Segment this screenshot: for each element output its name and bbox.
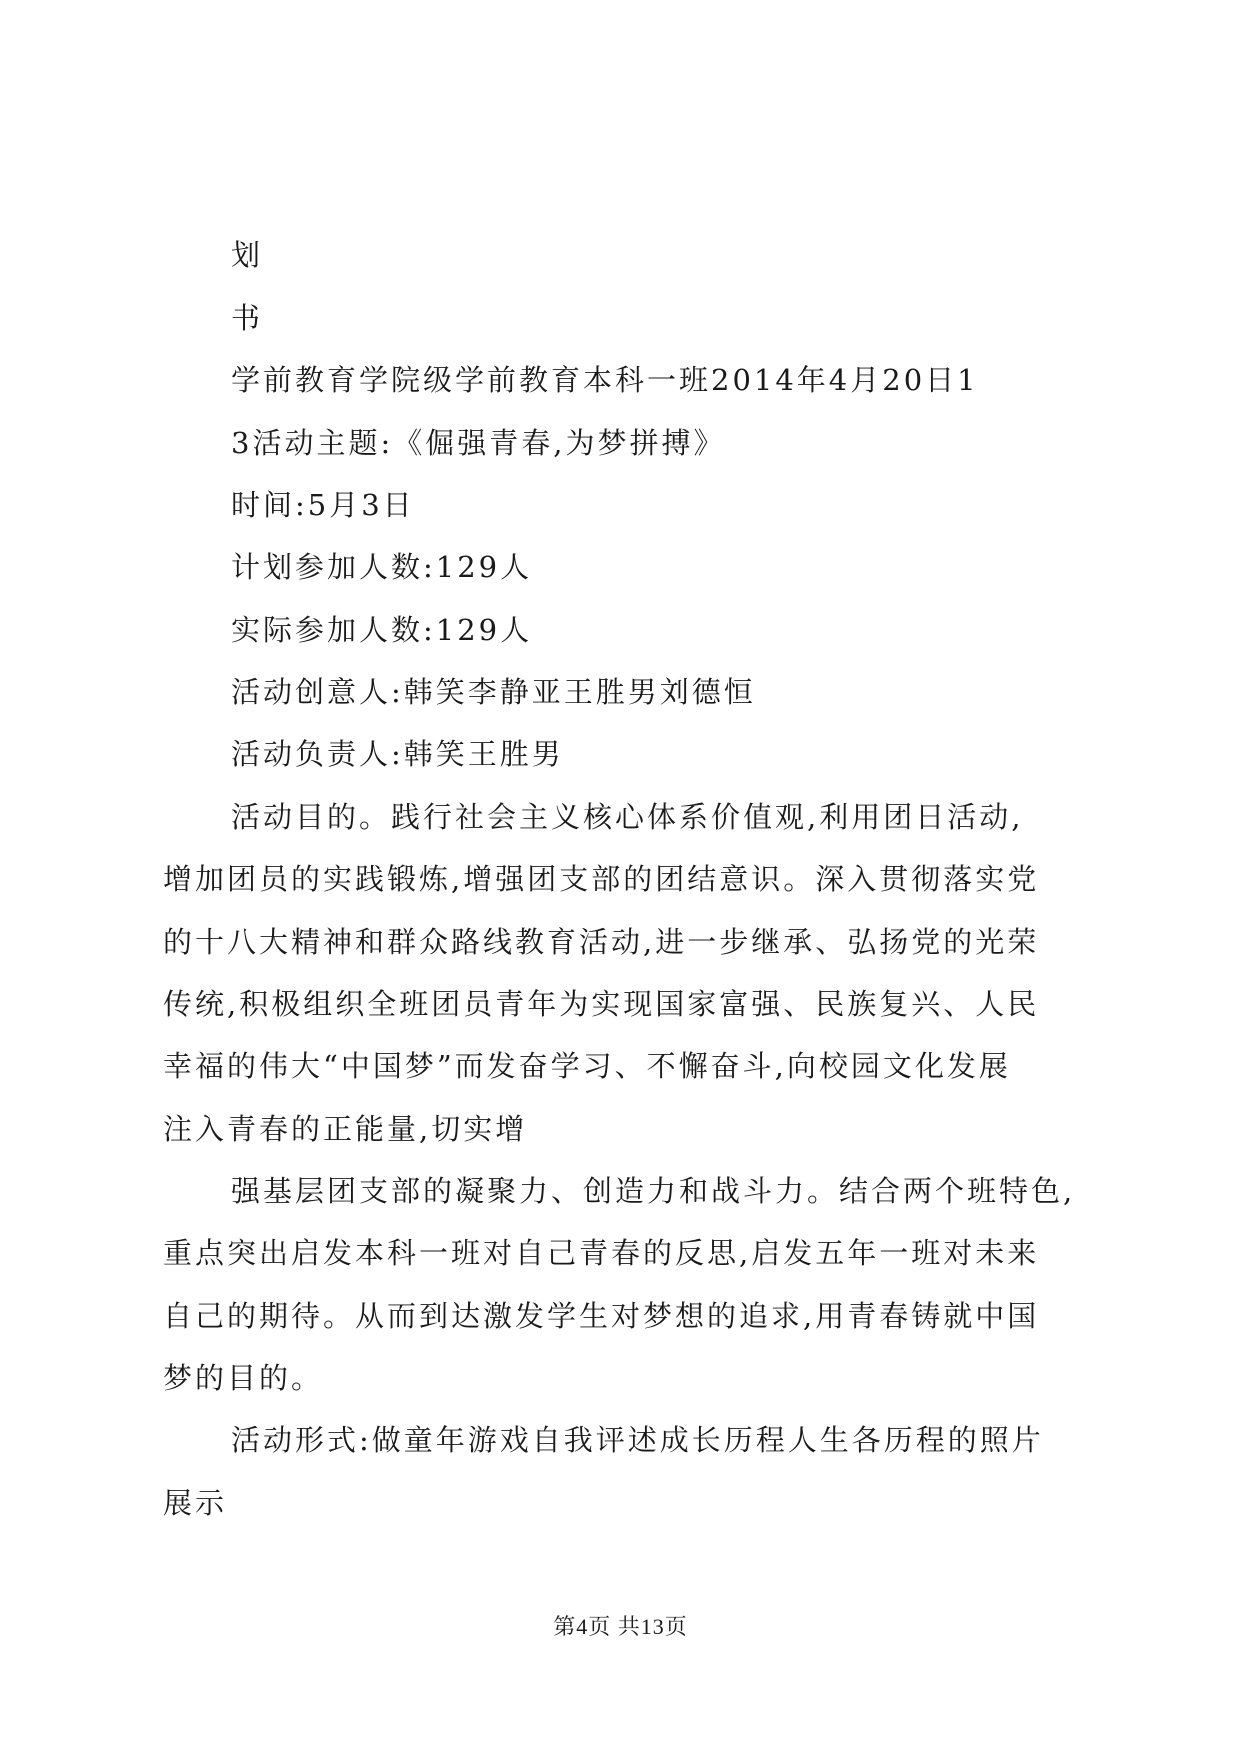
strengthen-paragraph-line-2: 重点突出启发本科一班对自己青春的反思,启发五年一班对未来 [163,1236,1040,1270]
purpose-paragraph-line-3: 的十八大精神和群众路线教育活动,进一步继承、弘扬党的光荣 [163,925,1040,959]
form-paragraph-line-2: 展示 [163,1486,228,1520]
purpose-paragraph-line-5: 幸福的伟大“中国梦”而发奋学习、不懈奋斗,向校园文化发展 [163,1049,1011,1083]
activity-time-line: 时间:5月3日 [231,488,415,522]
actual-participants-line: 实际参加人数:129人 [231,613,533,647]
activity-leaders-line: 活动负责人:韩笑王胜男 [231,737,564,771]
activity-creators-line: 活动创意人:韩笑李静亚王胜男刘德恒 [231,675,756,709]
activity-theme-line: 3活动主题:《倔强青春,为梦拼搏》 [231,426,726,460]
purpose-paragraph-line-1: 活动目的。践行社会主义核心体系价值观,利用团日活动, [231,800,1024,834]
header-line-3: 学前教育学院级学前教育本科一班2014年4月20日1 [231,363,979,397]
strengthen-paragraph-line-1: 强基层团支部的凝聚力、创造力和战斗力。结合两个班特色, [231,1174,1076,1208]
planned-participants-line: 计划参加人数:129人 [231,550,533,584]
purpose-paragraph-line-4: 传统,积极组织全班团员青年为实现国家富强、民族复兴、人民 [163,987,1040,1021]
purpose-paragraph-line-2: 增加团员的实践锻炼,增强团支部的团结意识。深入贯彻落实党 [163,862,1040,896]
page-indicator: 第4页 共13页 [553,1614,688,1639]
header-line-2: 书 [231,301,264,335]
purpose-paragraph-line-6: 注入青春的正能量,切实增 [163,1112,528,1146]
strengthen-paragraph-line-3: 自己的期待。从而到达激发学生对梦想的追求,用青春铸就中国 [163,1299,1040,1333]
form-paragraph-line-1: 活动形式:做童年游戏自我评述成长历程人生各历程的照片 [231,1423,1044,1457]
header-line-1: 划 [231,238,264,272]
strengthen-paragraph-line-4: 梦的目的。 [163,1361,324,1395]
